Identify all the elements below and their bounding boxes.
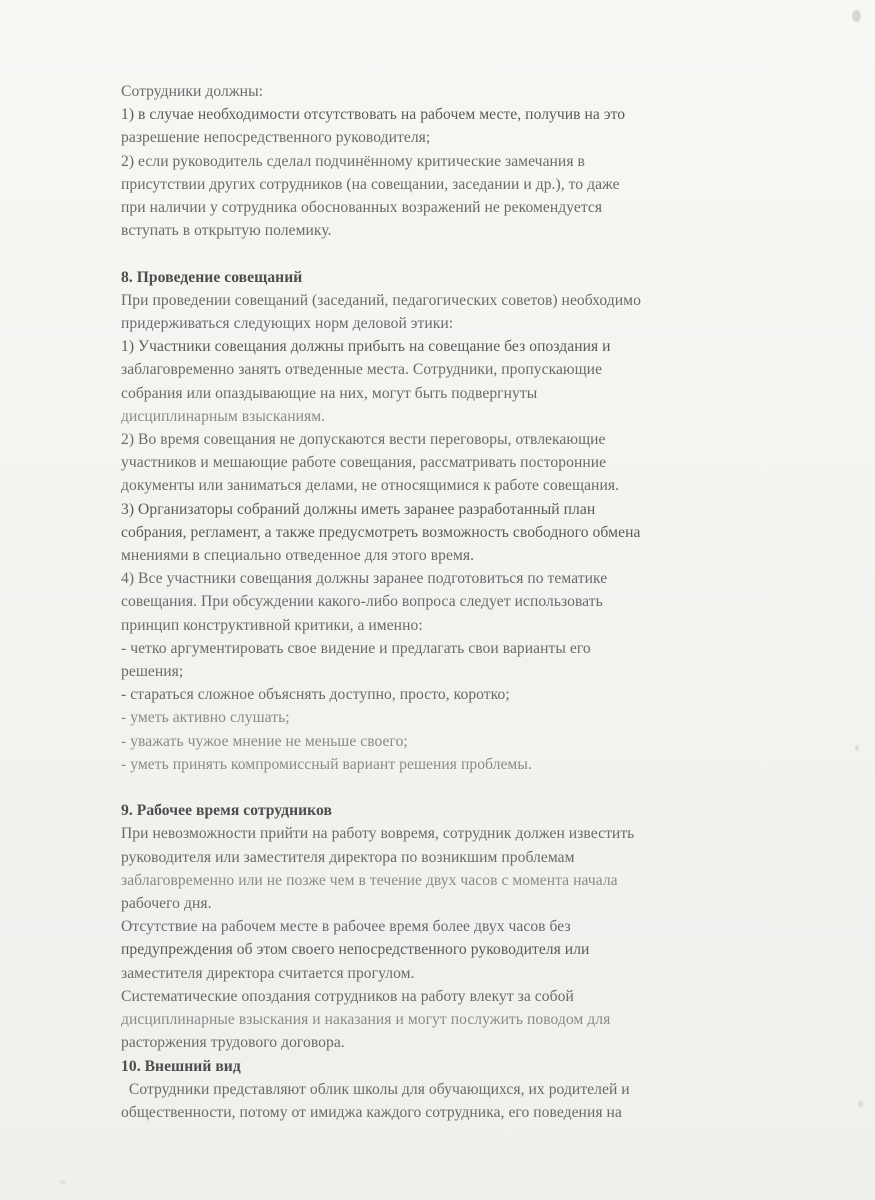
text-line: собрания или опаздывающие на них, могут быть подвергнуты: [121, 384, 538, 402]
section-heading: 9. Рабочее время сотрудников: [121, 802, 332, 820]
text-line: 1) Участники совещания должны прибыть на совещание без опоздания и: [121, 338, 611, 356]
text-line: - стараться сложное объяснять доступно, просто, коротко;: [121, 686, 510, 704]
text-line: мнениями в специально отведенное для этого время.: [121, 547, 475, 565]
text-line: - уметь принять компромиссный вариант решения проблемы.: [121, 755, 532, 773]
section-heading: 8. Проведение совещаний: [121, 268, 303, 286]
section-working-hours: [121, 799, 781, 1054]
text-line: Сотрудники должны:: [121, 83, 263, 100]
text-line: общественности, потому от имиджа каждого сотрудника, его поведения на: [121, 1103, 622, 1121]
text-line: 2) Во время совещания не допускаются вести переговоры, отвлекающие: [121, 431, 606, 449]
text-line: заместителя директора считается прогулом.: [121, 964, 415, 982]
text-line: При невозможности прийти на работу вовремя, сотрудник должен известить: [121, 825, 635, 843]
text-line: При проведении совещаний (заседаний, педагогических советов) необходимо: [121, 291, 641, 309]
text-line: 2) если руководитель сделал подчинённому критические замечания в: [121, 152, 585, 170]
text-line: при наличии у сотрудника обоснованных возражений не рекомендуется: [121, 199, 603, 217]
scan-speck: [858, 1100, 863, 1108]
text-line: придерживаться следующих норм деловой этики:: [121, 315, 454, 333]
section-appearance: [121, 1055, 781, 1125]
text-line: решения;: [121, 663, 184, 681]
text-line: присутствии других сотрудников (на совещании, заседании и др.), то даже: [121, 175, 620, 193]
text-line: Систематические опоздания сотрудников на работу влекут за собой: [121, 987, 574, 1005]
scan-speck: [852, 10, 861, 22]
text-line: участников и мешающие работе совещания, рассматривать посторонние: [121, 454, 607, 472]
document-body: [121, 80, 781, 1124]
scan-speck: [60, 1180, 66, 1184]
text-line: заблаговременно или не позже чем в течение двух часов с момента начала: [121, 871, 618, 889]
text-line: дисциплинарным взысканиям.: [121, 407, 326, 425]
text-line: документы или заниматься делами, не относящимися к работе совещания.: [121, 477, 620, 495]
text-line: - уметь активно слушать;: [121, 709, 290, 727]
text-line: - уважать чужое мнение не меньше своего;: [121, 732, 408, 750]
text-line: собрания, регламент, а также предусмотреть возможность свободного обмена: [121, 523, 641, 541]
text-line: совещания. При обсуждении какого-либо вопроса следует использовать: [121, 593, 603, 611]
text-line: заблаговременно занять отведенные места. Сотрудники, пропускающие: [121, 361, 603, 379]
section-meetings: [121, 266, 781, 776]
text-line: Отсутствие на рабочем месте в рабочее время более двух часов без: [121, 918, 571, 936]
scan-speck: [855, 745, 859, 751]
text-line: вступать в открытую полемику.: [121, 222, 332, 240]
text-line: дисциплинарные взыскания и наказания и могут послужить поводом для: [121, 1011, 611, 1029]
text-line: принцип конструктивной критики, а именно:: [121, 616, 423, 634]
section-heading: 10. Внешний вид: [121, 1057, 241, 1075]
text-line: разрешение непосредственного руководителя;: [121, 129, 431, 147]
text-line: 1) в случае необходимости отсутствовать на рабочем месте, получив на это: [121, 106, 626, 124]
text-line: Сотрудники представляют облик школы для обучающихся, их родителей и: [121, 1080, 630, 1098]
text-line: расторжения трудового договора.: [121, 1034, 345, 1052]
intro-block: [121, 80, 781, 242]
text-line: 3) Организаторы собраний должны иметь заранее разработанный план: [121, 500, 596, 518]
text-line: рабочего дня.: [121, 895, 212, 913]
text-line: предупреждения об этом своего непосредственного руководителя или: [121, 941, 590, 959]
text-line: 4) Все участники совещания должны заранее подготовиться по тематике: [121, 570, 608, 588]
text-line: - четко аргументировать свое видение и предлагать свои варианты его: [121, 639, 591, 657]
text-line: руководителя или заместителя директора по возникшим проблемам: [121, 848, 575, 866]
